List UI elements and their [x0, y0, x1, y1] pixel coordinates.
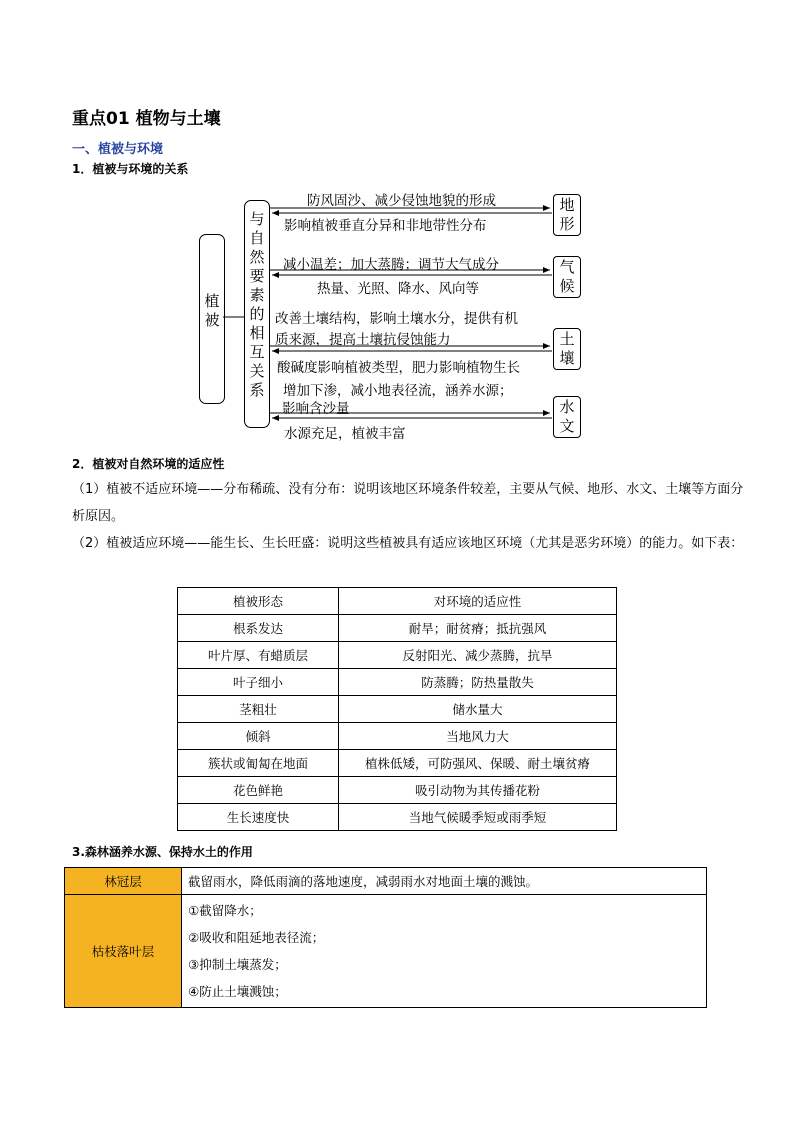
- table-cell: 反射阳光、减少蒸腾，抗旱: [339, 642, 617, 669]
- relationship-diagram: [0, 0, 794, 450]
- table-row: [65, 868, 707, 895]
- table-header: 植被形态: [178, 588, 339, 615]
- canopy-label: 林冠层: [65, 868, 182, 895]
- hydrology-label: 水文: [559, 398, 575, 435]
- table-cell: 根系发达: [178, 615, 339, 642]
- table-row: [178, 669, 617, 696]
- list-item: ②吸收和阻延地表径流；: [188, 930, 325, 945]
- table-cell: 叶片厚、有蜡质层: [178, 642, 339, 669]
- table-cell: 防蒸腾；防热量散失: [339, 669, 617, 696]
- table-header: 对环境的适应性: [339, 588, 617, 615]
- list-item: ①截留降水；: [188, 903, 262, 918]
- list-item: ③抑制土壤蒸发；: [188, 957, 287, 972]
- table-row: [178, 804, 617, 831]
- paragraph-2: （2）植被适应环境——能生长、生长旺盛：说明这些植被具有适应该地区环境（尤其是恶劣环境）的能力。如下表：: [72, 536, 744, 551]
- table-row: [178, 723, 617, 750]
- soil-top-text-2: 质来源，提高土壤抗侵蚀能力: [275, 332, 451, 348]
- landform-bottom-text: 影响植被垂直分异和非地带性分布: [284, 218, 487, 234]
- hydrology-bottom-text: 水源充足，植被丰富: [284, 426, 406, 442]
- table-cell: 簇状或匍匐在地面: [178, 750, 339, 777]
- table-cell: 耐旱；耐贫瘠；抵抗强风: [339, 615, 617, 642]
- litter-label: 枯枝落叶层: [65, 895, 182, 1008]
- table-row: [178, 750, 617, 777]
- climate-bottom-text: 热量、光照、降水、风向等: [317, 281, 479, 297]
- table-cell: 茎粗壮: [178, 696, 339, 723]
- vegetation-label: 植被: [204, 292, 220, 329]
- hydrology-top-text-1: 增加下渗，减小地表径流，涵养水源；: [283, 383, 513, 399]
- subheading-2: 2．植被对自然环境的适应性: [72, 457, 225, 471]
- table-cell: 吸引动物为其传播花粉: [339, 777, 617, 804]
- section-heading: 一、植被与环境: [72, 142, 164, 157]
- table-row: [65, 895, 707, 1008]
- table-cell: 植株低矮，可防强风、保暖、耐土壤贫瘠: [339, 750, 617, 777]
- climate-label: 气候: [559, 258, 575, 295]
- table-cell: 当地风力大: [339, 723, 617, 750]
- adaptation-table: [177, 587, 617, 831]
- table-row: [178, 615, 617, 642]
- table-row: [178, 777, 617, 804]
- canopy-text: 截留雨水，降低雨滴的落地速度，减弱雨水对地面土壤的溅蚀。: [182, 868, 707, 895]
- table-cell: 储水量大: [339, 696, 617, 723]
- litter-items: [182, 895, 707, 1008]
- table-header-row: [178, 588, 617, 615]
- subheading-3: 3.森林涵养水源、保持水土的作用: [72, 845, 253, 859]
- subheading-1: 1．植被与环境的关系: [72, 162, 189, 176]
- soil-top-text-1: 改善土壤结构，影响土壤水分，提供有机: [275, 311, 518, 327]
- list-item: ④防止土壤溅蚀；: [188, 984, 287, 999]
- climate-top-text: 减小温差；加大蒸腾；调节大气成分: [283, 257, 499, 273]
- landform-top-text: 防风固沙、减少侵蚀地貌的形成: [307, 193, 496, 209]
- table-row: [178, 696, 617, 723]
- table-cell: 当地气候暖季短或雨季短: [339, 804, 617, 831]
- table-cell: 生长速度快: [178, 804, 339, 831]
- landform-label: 地形: [559, 196, 575, 233]
- hydrology-top-text-2: 影响含沙量: [282, 401, 350, 417]
- paragraph-1: （1）植被不适应环境——分布稀疏、没有分布：说明该地区环境条件较差，主要从气候、地形、水文、土壤等方面分析原因。: [72, 482, 744, 524]
- table-row: [178, 642, 617, 669]
- forest-function-table: [64, 867, 707, 1008]
- table-cell: 叶子细小: [178, 669, 339, 696]
- table-cell: 倾斜: [178, 723, 339, 750]
- soil-label: 土壤: [559, 330, 575, 367]
- soil-bottom-text: 酸碱度影响植被类型，肥力影响植物生长: [277, 360, 520, 376]
- table-cell: 花色鲜艳: [178, 777, 339, 804]
- relation-label: 与自然要素的相互关系: [249, 210, 265, 399]
- page-title: 重点01 植物与土壤: [72, 109, 221, 129]
